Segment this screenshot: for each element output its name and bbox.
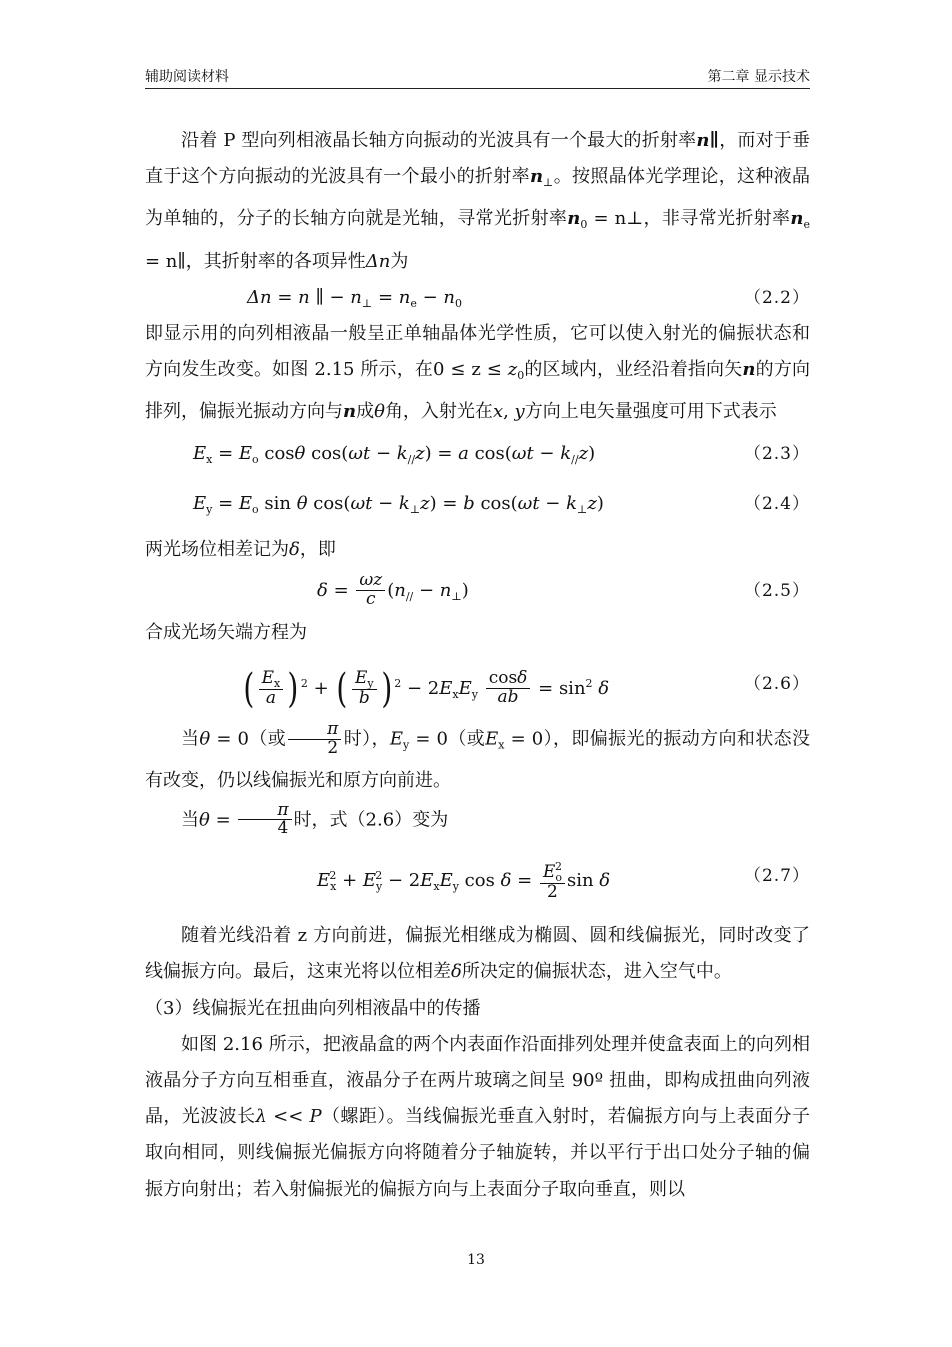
equation-2-6: ( $\frac{E_x}{a}$ ) $^2$ + ( $\frac{E_y}{b}$ ) $^2 - 2E_xE_y$ $\frac{\cos\delta}{ab}$ = $\sin^2 \delta$ （2.6） — [145, 653, 810, 715]
equation-2-7: $E_x^2 + E_y^2 - 2E_xE_y$ cos δ = $\frac{E_o^2}{2}$ sin δ （2.7） — [145, 848, 810, 904]
paragraph-composite: 合成光场矢端方程为 — [145, 621, 307, 643]
page-header — [145, 66, 810, 89]
equation-2-2: Δn = n ∥ − $n_\perp = n_e - n_0$ （2.2） — [145, 280, 810, 316]
section-heading: （3）线偏振光在扭曲向列相液晶中的传播 — [145, 997, 481, 1019]
page-content — [145, 123, 810, 1208]
equation-number: （2.2） — [743, 287, 810, 308]
equation-number: （2.7） — [743, 866, 810, 887]
paragraph-phase-difference: 两光场位相差记为δ，即 — [145, 539, 336, 561]
equation-2-5: δ = $\frac{\omega z}{c}$ $(n_{//} - n_\perp)$ （2.5） — [145, 569, 810, 613]
equation-2-4: $E_y = E_o$ sin θ $\cos(\omega t - k_\perp z) = b$ $\cos(\omega t - k_\perp z)$ （2.4） — [145, 486, 810, 522]
paragraph-refractive-index: 沿着 P 型向列相液晶长轴方向振动的光波具有一个最大的折射率n∥，而对于垂直于这个方向振动的光波具有一个最小的折射率$n_\perp$。按照晶体光学理论，这种液晶为单轴的，分子的长轴方向就是光轴，寻常光折射率$n_0$ = n⊥，非寻常光折射率$n_e$ = n∥，其折射率的各项异性Δn为 — [145, 130, 811, 272]
paragraph-propagation: 随着光线沿着 z 方向前进，偏振光相继成为椭圆、圆和线偏振光，同时改变了线偏振方向。最后，这束光将以位相差δ所决定的偏振状态，进入空气中。 — [145, 925, 810, 983]
paragraph-twisted-nematic: 如图 2.16 所示，把液晶盒的两个内表面作沿面排列处理并使盒表面上的向列相液晶分子方向互相垂直，液晶分子在两片玻璃之间呈 90º 扭曲，即构成扭曲向列液晶，光波波长λ << P（螺距）。当线偏振光垂直入射时，若偏振方向与上表面分子取向相同，则线偏振光偏振方向将随着分子轴旋转，并以平行于出口处分子轴的偏振方向射出；若入射偏振光的偏振方向与上表面分子取向垂直，则以 — [145, 1033, 811, 1200]
equation-number: （2.5） — [743, 580, 810, 601]
paragraph-nematic: 即显示用的向列相液晶一般呈正单轴晶体光学性质，它可以使入射光的偏振状态和方向发生改变。如图 2.15 所示，在$0 \le z \le z_0$的区域内，业经沿着指向矢n的方向排列，偏振光振动方向与n成θ角，入射光在x, y方向上电矢量强度可用下式表示 — [145, 322, 811, 423]
equation-number: （2.3） — [743, 444, 810, 465]
paragraph-theta-quarter: 当θ = $\frac{\pi}{4}$ 时，式（2.6）变为 — [181, 799, 449, 839]
paragraph-theta-zero: 当θ = 0（或 $\frac{\pi}{2}$ 时），$E_y = 0$（或$E_x = 0$），即偏振光的振动方向和状态没有改变，仍以线偏振光和原方向前进。 — [145, 718, 811, 792]
header-left: 辅助阅读材料 — [145, 69, 229, 85]
equation-2-3: $E_x = E_o$ cosθ $\cos(\omega t - k_{//}z) = a$ $\cos(\omega t - k_{//}z)$ （2.3） — [145, 436, 810, 472]
equation-number: （2.6） — [743, 673, 810, 694]
header-right: 第二章 显示技术 — [707, 69, 810, 85]
page-number: 13 — [467, 1252, 485, 1268]
equation-number: （2.4） — [743, 494, 810, 515]
